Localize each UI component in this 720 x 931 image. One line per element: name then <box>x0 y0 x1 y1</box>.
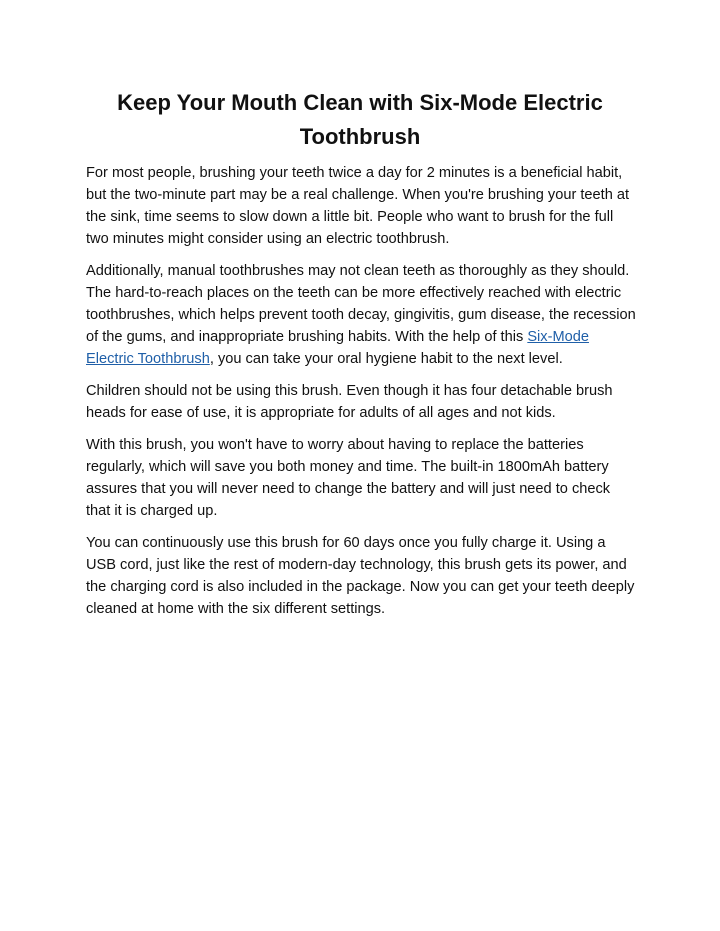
paragraph-3: Children should not be using this brush. Even though it has four detachable brush heads for ease of use, it is appropriate for adults of all ages and not kids. <box>86 383 613 421</box>
paragraph-2 <box>86 260 638 370</box>
document-body <box>86 162 638 630</box>
document-title: Keep Your Mouth Clean with Six-Mode Electric Toothbrush <box>117 90 603 149</box>
paragraph-1: For most people, brushing your teeth twice a day for 2 minutes is a beneficial habit, but the two-minute part may be a real challenge. When you're brushing your teeth at the sink, time seems to slow down a little bit. People who want to brush for the full two minutes might consider using an electric toothbrush. <box>86 165 630 247</box>
paragraph-5: You can continuously use this brush for 60 days once you fully charge it. Using a USB cord, just like the rest of modern-day technology, this brush gets its power, and the charging cord is also included in the package. Now you can get your teeth deeply cleaned at home with the six different settings. <box>86 535 635 617</box>
paragraph-2-text-after-link: , you can take your oral hygiene habit to the next level. <box>209 351 563 367</box>
six-mode-electric-toothbrush-link[interactable]: Six-Mode Electric Toothbrush <box>86 329 589 367</box>
paragraph-2-text-before-link: Additionally, manual toothbrushes may not clean teeth as thoroughly as they should. The hard-to-reach places on the teeth can be more effectively reached with electric toothbrushes, which helps prevent tooth decay, gingivitis, gum disease, the recession of the gums, and inappropriate brushing habits. With the help of this <box>86 263 636 345</box>
paragraph-4: With this brush, you won't have to worry about having to replace the batteries regularly, which will save you both money and time. The built-in 1800mAh battery assures that you will never need to change the battery and will just need to check that it is charged up. <box>86 437 611 519</box>
